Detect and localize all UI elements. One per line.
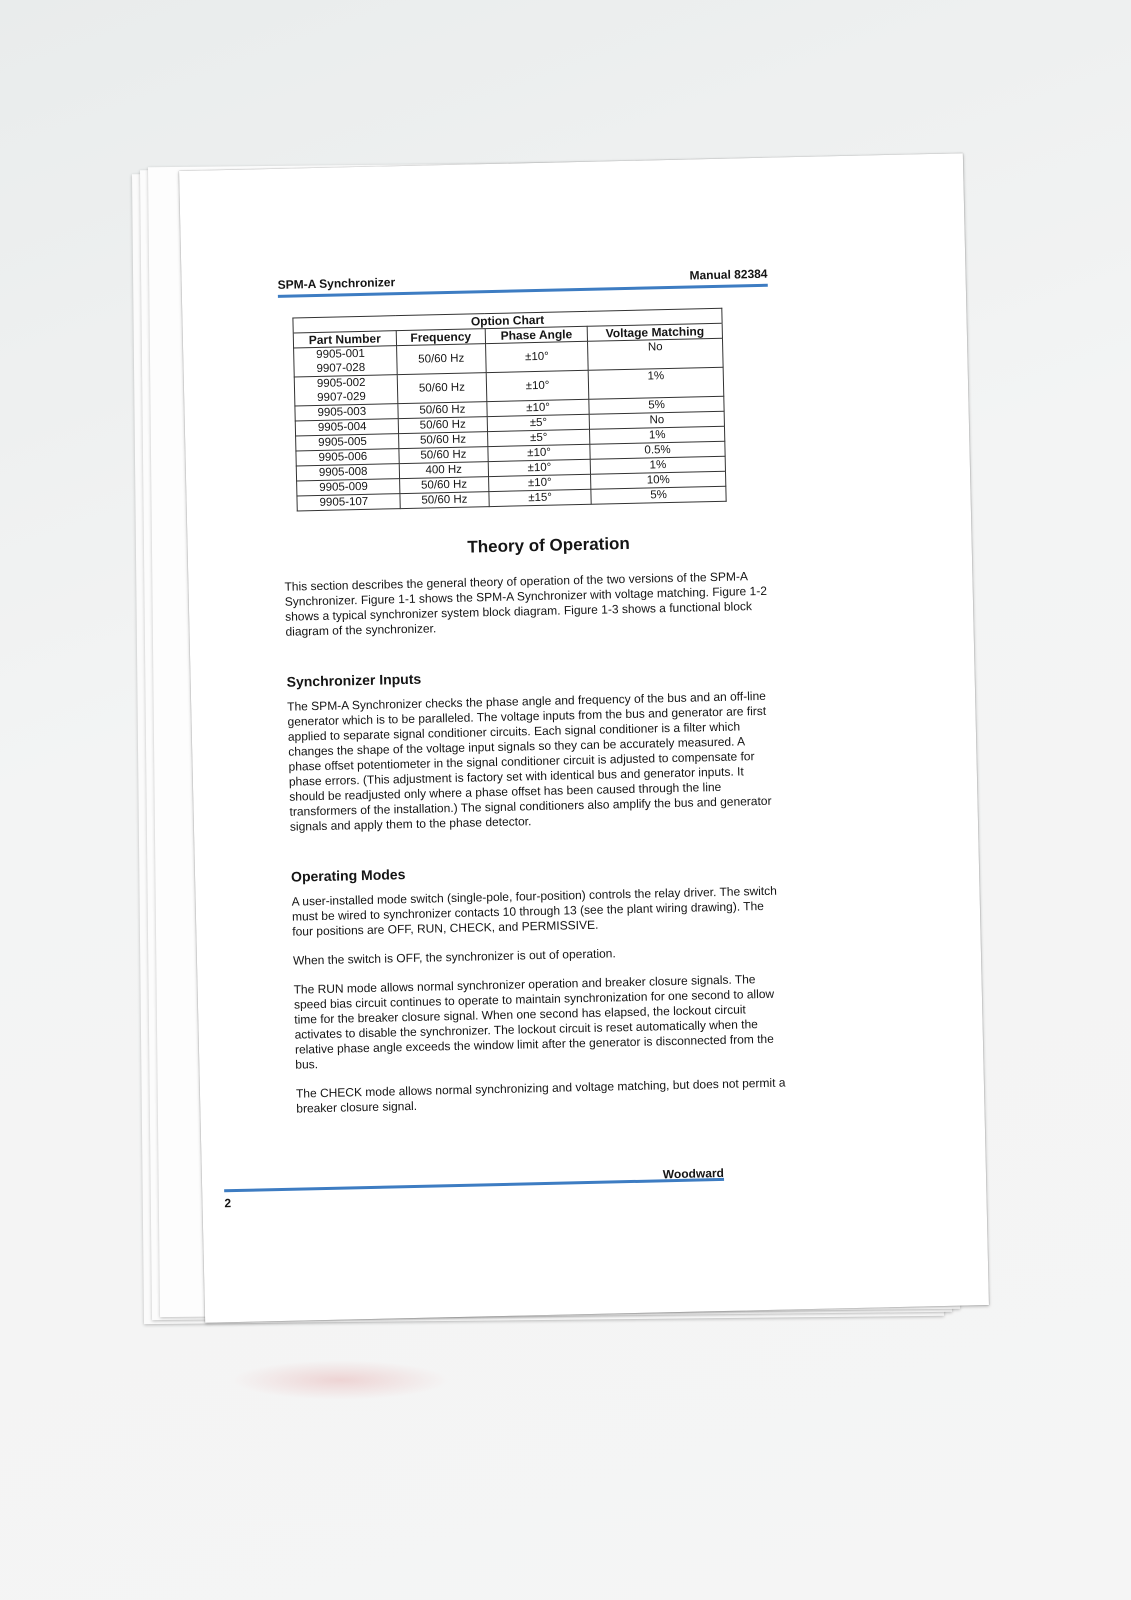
frequency-cell: 50/60 Hz	[398, 432, 487, 449]
manual-number: Manual 82384	[689, 266, 768, 283]
footer-brand: Woodward	[662, 1165, 725, 1182]
voltage-matching-cell: No	[589, 411, 724, 429]
phase-angle-cell: ±10°	[486, 370, 589, 401]
part-number-cell: 9905-006	[296, 449, 399, 466]
part-number-cell: 9905-001 9907-028	[294, 346, 397, 377]
document-page	[179, 153, 989, 1322]
footer-rule	[224, 1178, 724, 1192]
voltage-matching-cell: 10%	[591, 471, 726, 489]
frequency-cell: 50/60 Hz	[398, 402, 487, 419]
frequency-cell: 50/60 Hz	[399, 477, 488, 494]
column-header: Phase Angle	[485, 326, 588, 343]
document-title: SPM-A Synchronizer	[277, 275, 396, 292]
page-footer	[224, 1165, 725, 1211]
page-number: 2	[224, 1196, 232, 1211]
voltage-matching-cell: 5%	[589, 396, 724, 414]
voltage-matching-cell: 0.5%	[590, 441, 725, 459]
section-heading-inputs: Synchronizer Inputs	[286, 670, 422, 690]
frequency-cell: 50/60 Hz	[400, 492, 489, 509]
page-content	[277, 258, 786, 1131]
option-chart-table	[292, 308, 726, 512]
modes-paragraph-3: The RUN mode allows normal synchronizer operation and breaker closure signals. The speed bias circuit continues to operate to maintain synchronization for one second to allow time for the breaker closure signal. When one second has elapsed, the lockout circuit activates to disable the synchronizer. The lockout circuit is reset automatically when the relative phase angle exceeds the window limit after the generator is disconnected from the bus.	[293, 972, 775, 1072]
section-heading-theory: Theory of Operation	[467, 533, 631, 557]
part-number-cell: 9905-002 9907-029	[294, 375, 397, 406]
page-header	[277, 258, 768, 298]
voltage-matching-cell: No	[588, 338, 723, 370]
section-heading-modes: Operating Modes	[290, 866, 406, 885]
modes-paragraph-2: When the switch is OFF, the synchronizer is out of operation.	[292, 946, 616, 968]
phase-angle-cell: ±10°	[488, 474, 591, 491]
voltage-matching-cell: 1%	[588, 367, 723, 399]
part-number-cell: 9905-004	[295, 419, 398, 436]
theory-intro-paragraph: This section describes the general theory of operation of the two versions of the SPM-A Synchronizer. Figure 1-1 shows the SPM-A Synchronizer with voltage matching. Figure 1-2 shows a typical synchronizer system block diagram. Figure 1-3 shows a functional block diagram of the synchronizer.	[284, 569, 768, 639]
phase-angle-cell: ±10°	[488, 459, 591, 476]
column-header: Frequency	[396, 329, 485, 346]
frequency-cell: 50/60 Hz	[398, 417, 487, 434]
phase-angle-cell: ±5°	[487, 429, 590, 446]
scan-smudge	[230, 1360, 450, 1400]
part-number-cell: 9905-003	[295, 404, 398, 421]
frequency-cell: 400 Hz	[399, 462, 488, 479]
frequency-cell: 50/60 Hz	[397, 373, 487, 404]
phase-angle-cell: ±10°	[488, 444, 591, 461]
modes-paragraph-4: The CHECK mode allows normal synchronizing and voltage matching, but does not permit a breaker closure signal.	[295, 1075, 786, 1116]
part-number-cell: 9905-008	[296, 464, 399, 481]
phase-angle-cell: ±15°	[489, 489, 592, 506]
voltage-matching-cell: 1%	[590, 426, 725, 444]
inputs-paragraph: The SPM-A Synchronizer checks the phase angle and frequency of the bus and an off-line generator which is to be paralleled. The voltage inputs from the bus and generator are first applied to separate signal conditioner circuits. Each signal conditioner is a filter which changes the shape of the voltage input signals so they can be accurately measured. A phase offset potentiometer in the signal conditioner circuit is adjusted to compensate for phase errors. (This adjustment is factory set with identical bus and generator inputs. It should be readjusted only where a phase offset has been caused through the line transformers of the installation.) The signal conditioners also amplify the bus and generator signals and apply them to the phase detector.	[287, 688, 772, 834]
column-header: Voltage Matching	[587, 323, 722, 341]
column-header: Part Number	[293, 331, 396, 348]
part-number-cell: 9905-107	[297, 494, 400, 511]
phase-angle-cell: ±5°	[487, 414, 590, 431]
modes-paragraph-1: A user-installed mode switch (single-pole, four-position) controls the relay driver. The switch must be wired to synchronizer contacts 10 through 13 (see the plant wiring drawing). The four positions are OFF, RUN, CHECK, and PERMISSIVE.	[291, 883, 778, 939]
frequency-cell: 50/60 Hz	[399, 447, 488, 464]
part-number-cell: 9905-009	[297, 479, 400, 496]
phase-angle-cell: ±10°	[487, 399, 590, 416]
voltage-matching-cell: 5%	[591, 486, 726, 504]
option-chart-caption: Option Chart	[293, 308, 722, 333]
voltage-matching-cell: 1%	[590, 456, 725, 474]
frequency-cell: 50/60 Hz	[396, 344, 486, 375]
part-number-cell: 9905-005	[296, 434, 399, 451]
phase-angle-cell: ±10°	[485, 341, 588, 372]
